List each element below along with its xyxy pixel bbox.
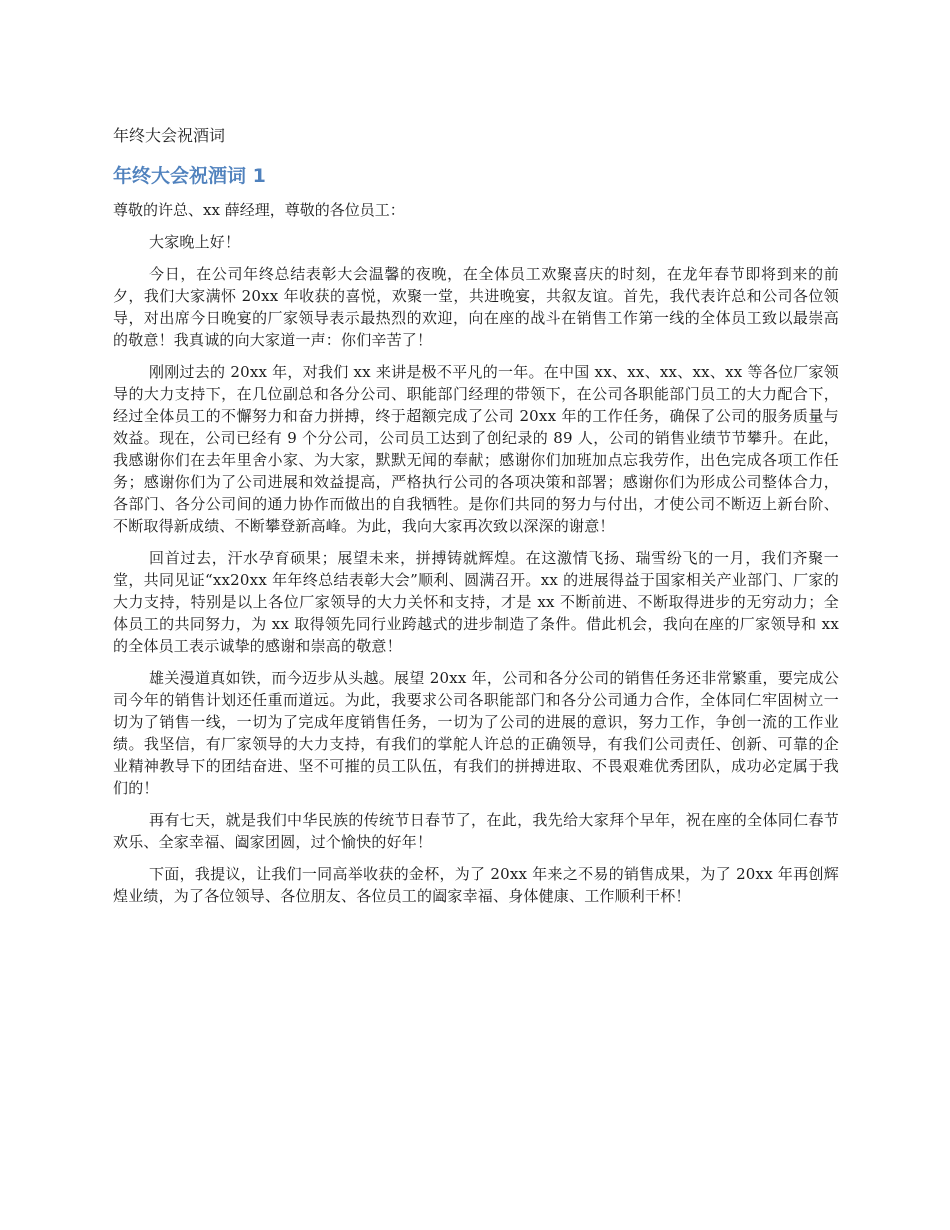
- paragraph-toast: 下面，我提议，让我们一同高举收获的金杯，为了 20xx 年来之不易的销售成果，为了 20xx 年再创辉煌业绩，为了各位领导、各位朋友、各位员工的阖家幸福、身体健康、工作顺利干杯！: [113, 865, 839, 905]
- section-heading: 年终大会祝酒词 1: [113, 165, 266, 187]
- paragraph-review: 刚刚过去的 20xx 年，对我们 xx 来讲是极不平凡的一年。在中国 xx、xx、xx、xx、xx 等各位厂家领导的大力支持下，在几位副总和各分公司、职能部门经理的带领下，在公司各职能部门员工的大力配合下，经过全体员工的不懈努力和奋力拼搏，终于超额完成了公司 20xx 年的工作任务，确保了公司的服务质量与效益。现在，公司已经有 9 个分公司，公司员工达到了创纪录的 89 人，公司的销售业绩节节攀升。在此，我感谢你们在去年里舍小家、为大家，默默无闻的奉献；感谢你们加班加点忘我劳作，出色完成各项工作任务；感谢你们为了公司进展和效益提高，严格执行公司的各项决策和部署；感谢你们为形成公司整体合力，各部门、各分公司间的通力协作而做出的自我牺牲。是你们共同的努力与付出，才使公司不断迈上新台阶、不断取得新成绩、不断攀登新高峰。为此，我向大家再次致以深深的谢意！: [113, 363, 839, 535]
- paragraph-spring-festival: 再有七天，就是我们中华民族的传统节日春节了，在此，我先给大家拜个早年，祝在座的全体同仁春节欢乐、全家幸福、阖家团圆，过个愉快的好年！: [113, 811, 839, 851]
- document-title: 年终大会祝酒词: [113, 126, 226, 145]
- salutation: 尊敬的许总、xx 薛经理，尊敬的各位员工：: [113, 201, 405, 219]
- paragraph-welcome: 今日，在公司年终总结表彰大会温馨的夜晚，在全体员工欢聚喜庆的时刻，在龙年春节即将到来的前夕，我们大家满怀 20xx 年收获的喜悦，欢聚一堂，共进晚宴，共叙友谊。首先，我代表许总和公司各位领导，对出席今日晚宴的厂家领导表示最热烈的欢迎，向在座的战斗在销售工作第一线的全体员工致以最崇高的敬意！我真诚的向大家道一声：你们辛苦了！: [113, 265, 839, 349]
- paragraph-greeting: 大家晚上好！: [149, 233, 241, 251]
- paragraph-outlook: 雄关漫道真如铁，而今迈步从头越。展望 20xx 年，公司和各分公司的销售任务还非常繁重，要完成公司今年的销售计划还任重而道远。为此，我要求公司各职能部门和各分公司通力合作，全体同仁牢固树立一切为了销售一线，一切为了完成年度销售任务，一切为了公司的进展的意识，努力工作，争创一流的工作业绩。我坚信，有厂家领导的大力支持，有我们的掌舵人许总的正确领导，有我们公司责任、创新、可靠的企业精神教导下的团结奋进、坚不可摧的员工队伍，有我们的拼搏进取、不畏艰难优秀团队，成功必定属于我们的！: [113, 669, 839, 797]
- paragraph-retrospect: 回首过去，汗水孕育硕果；展望未来，拼搏铸就辉煌。在这激情飞扬、瑞雪纷飞的一月，我们齐聚一堂，共同见证“xx20xx 年年终总结表彰大会”顺利、圆满召开。xx 的进展得益于国家相关产业部门、厂家的大力支持，特别是以上各位厂家领导的大力关怀和支持，才是 xx 不断前进、不断取得进步的无穷动力；全体员工的共同努力，为 xx 取得领先同行业跨越式的进步制造了条件。借此机会，我向在座的厂家领导和 xx 的全体员工表示诚挚的感谢和崇高的敬意！: [113, 549, 839, 655]
- document-page: [113, 124, 839, 917]
